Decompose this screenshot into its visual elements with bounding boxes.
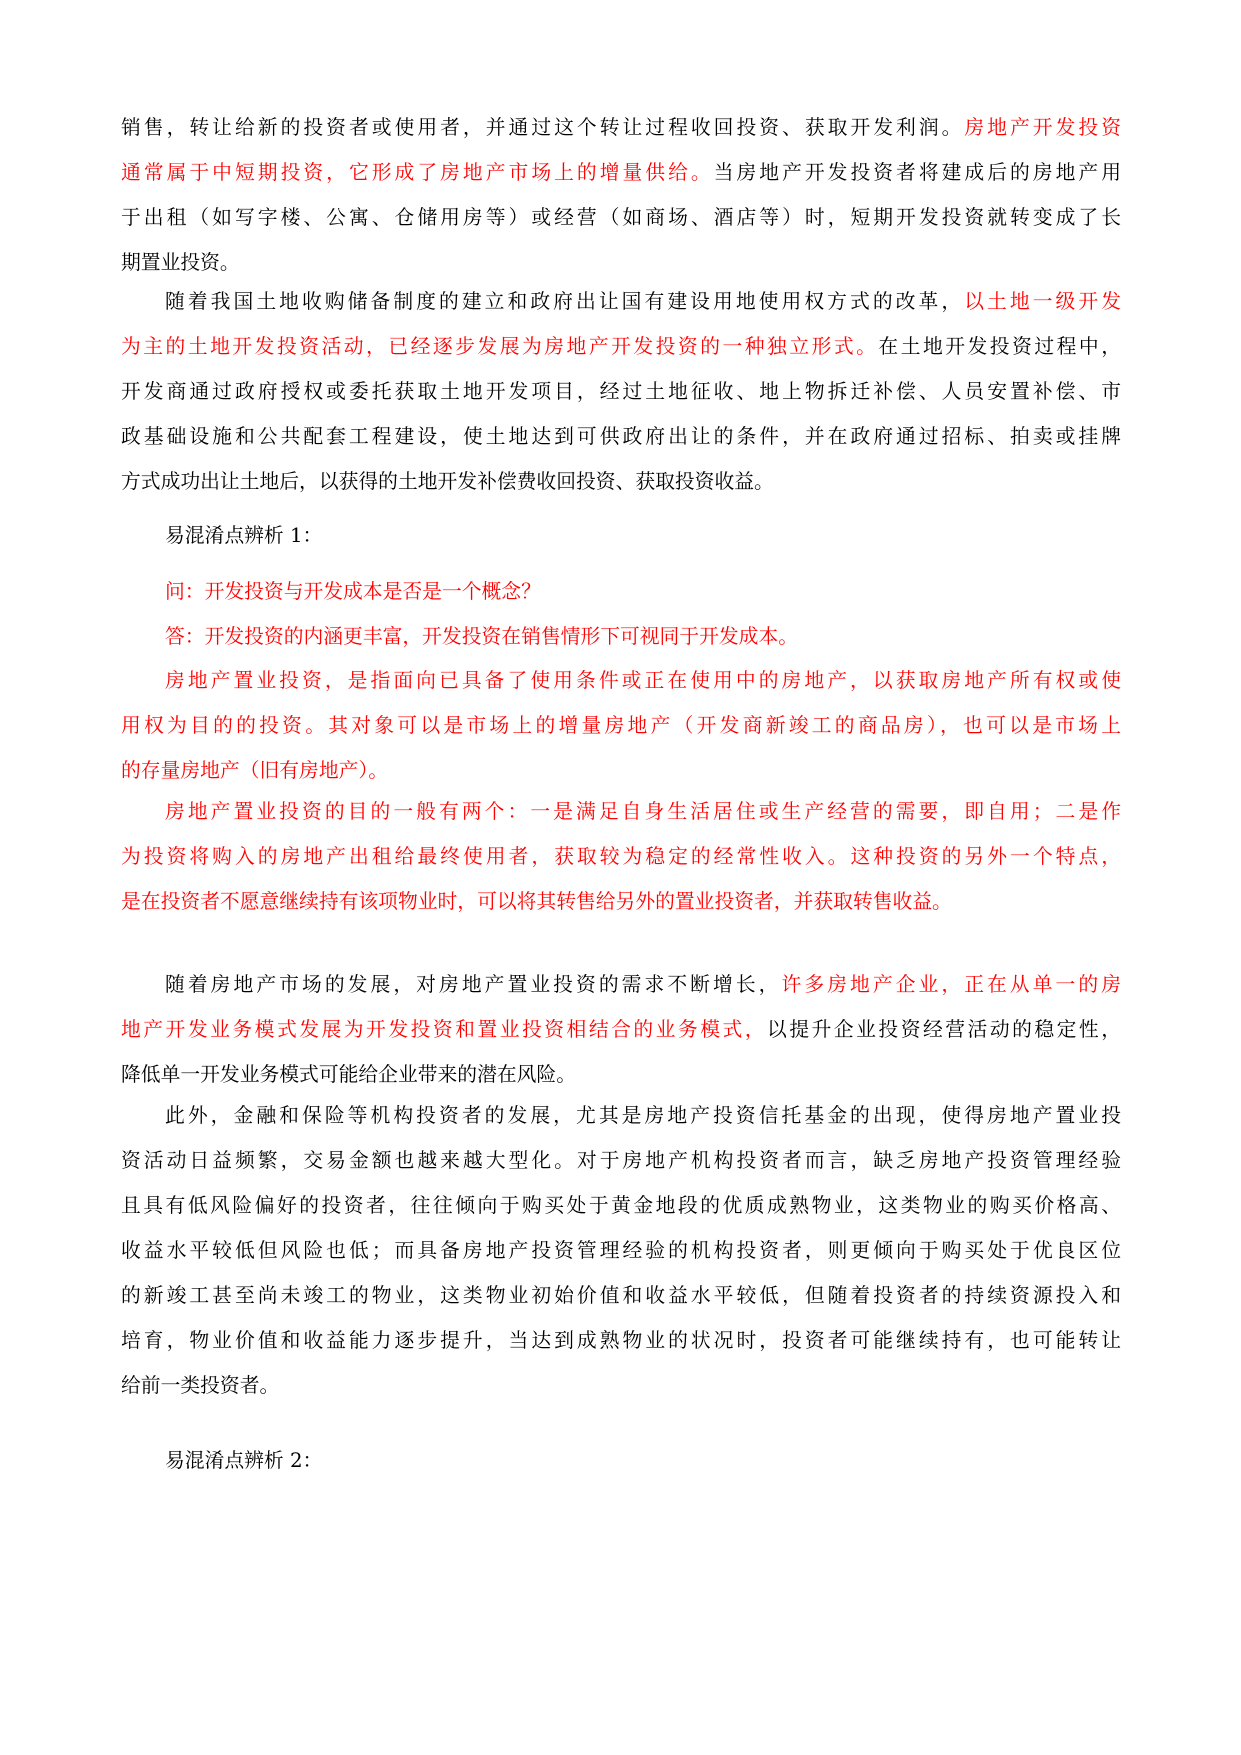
paragraph-line: 收益水平较低但风险也低；而具备房地产投资管理经验的机构投资者，则更倾向于购买处于优良区位 bbox=[121, 1239, 1121, 1262]
paragraph-6 bbox=[121, 1099, 1121, 1403]
paragraph-line: 培育，物业价值和收益能力逐步提升，当达到成熟物业的状况时，投资者可能继续持有，也可能转让 bbox=[121, 1329, 1121, 1352]
paragraph-line: 政基础设施和公共配套工程建设，使土地达到可供政府出让的条件，并在政府通过招标、拍卖或挂牌 bbox=[121, 425, 1121, 448]
paragraph-2 bbox=[121, 285, 1121, 499]
paragraph-line: 开发商通过政府授权或委托获取土地开发项目，经过土地征收、地上物拆迁补偿、人员安置补偿、市 bbox=[121, 380, 1121, 403]
paragraph-line bbox=[121, 111, 1121, 145]
paragraph-line bbox=[121, 285, 1121, 319]
confusion-note-heading: 易混淆点辨析 2： bbox=[165, 1449, 323, 1472]
paragraph-line: 降低单一开发业务模式可能给企业带来的潜在风险。 bbox=[121, 1063, 576, 1086]
paragraph-line: 且具有低风险偏好的投资者，往往倾向于购买处于黄金地段的优质成熟物业，这类物业的购买价格高、 bbox=[121, 1194, 1121, 1217]
paragraph-5 bbox=[121, 968, 1121, 1092]
paragraph-1 bbox=[121, 111, 1121, 280]
highlight-text: 许多房地产企业，正在从单一的房 bbox=[781, 973, 1121, 996]
paragraph-line: 是在投资者不愿意继续持有该项物业时，可以将其转售给另外的置业投资者，并获取转售收益。 bbox=[121, 890, 952, 913]
paragraph-line: 资活动日益频繁，交易金额也越来越大型化。对于房地产机构投资者而言，缺乏房地产投资管理经验 bbox=[121, 1149, 1121, 1172]
confusion-note-heading: 易混淆点辨析 1： bbox=[165, 524, 323, 547]
highlight-text: 以土地一级开发 bbox=[964, 290, 1121, 313]
paragraph-line bbox=[121, 156, 1121, 190]
paragraph-line: 房地产置业投资的目的一般有两个：一是满足自身生活居住或生产经营的需要，即自用；二是作 bbox=[165, 800, 1121, 823]
text-run: 在土地开发投资过程中， bbox=[878, 335, 1121, 358]
highlight-text: 地产开发业务模式发展为开发投资和置业投资相结合的业务模式， bbox=[121, 1018, 768, 1041]
text-run: 以提升企业投资经营活动的稳定性， bbox=[767, 1018, 1121, 1041]
paragraph-line: 给前一类投资者。 bbox=[121, 1374, 280, 1397]
highlight-text: 房地产开发投资 bbox=[964, 116, 1121, 139]
paragraph-line: 于出租（如写字楼、公寓、仓储用房等）或经营（如商场、酒店等）时，短期开发投资就转变成了长 bbox=[121, 206, 1121, 229]
paragraph-line: 此外，金融和保险等机构投资者的发展，尤其是房地产投资信托基金的出现，使得房地产置业投 bbox=[165, 1104, 1121, 1127]
answer-text: 答：开发投资的内涵更丰富，开发投资在销售情形下可视同于开发成本。 bbox=[165, 625, 799, 648]
text-run: 销售，转让给新的投资者或使用者，并通过这个转让过程收回投资、获取开发利润。 bbox=[121, 116, 965, 139]
paragraph-line: 方式成功出让土地后，以获得的土地开发补偿费收回投资、获取投资收益。 bbox=[121, 470, 774, 493]
paragraph-line bbox=[121, 330, 1121, 364]
paragraph-line: 房地产置业投资，是指面向已具备了使用条件或正在使用中的房地产，以获取房地产所有权或使 bbox=[165, 669, 1121, 692]
text-run: 随着房地产市场的发展，对房地产置业投资的需求不断增长， bbox=[165, 973, 782, 996]
paragraph-line: 为投资将购入的房地产出租给最终使用者，获取较为稳定的经常性收入。这种投资的另外一个特点， bbox=[121, 845, 1121, 868]
paragraph-line: 的存量房地产（旧有房地产）。 bbox=[121, 759, 389, 782]
highlight-text: 为主的土地开发投资活动，已经逐步发展为房地产开发投资的一种独立形式。 bbox=[121, 335, 879, 358]
paragraph-3 bbox=[121, 664, 1121, 788]
paragraph-4 bbox=[121, 795, 1121, 919]
paragraph-line: 用权为目的的投资。其对象可以是市场上的增量房地产（开发商新竣工的商品房），也可以是市场上 bbox=[121, 714, 1121, 737]
paragraph-line bbox=[121, 1013, 1121, 1047]
paragraph-line: 期置业投资。 bbox=[121, 251, 240, 274]
text-run: 当房地产开发投资者将建成后的房地产用 bbox=[713, 161, 1121, 184]
highlight-text: 通常属于中短期投资，它形成了房地产市场上的增量供给。 bbox=[121, 161, 714, 184]
paragraph-line: 的新竣工甚至尚未竣工的物业，这类物业初始价值和收益水平较低，但随着投资者的持续资源投入和 bbox=[121, 1284, 1121, 1307]
question-text: 问：开发投资与开发成本是否是一个概念？ bbox=[165, 580, 541, 603]
text-run: 随着我国土地收购储备制度的建立和政府出让国有建设用地使用权方式的改革， bbox=[165, 290, 965, 313]
paragraph-line bbox=[121, 968, 1121, 1002]
